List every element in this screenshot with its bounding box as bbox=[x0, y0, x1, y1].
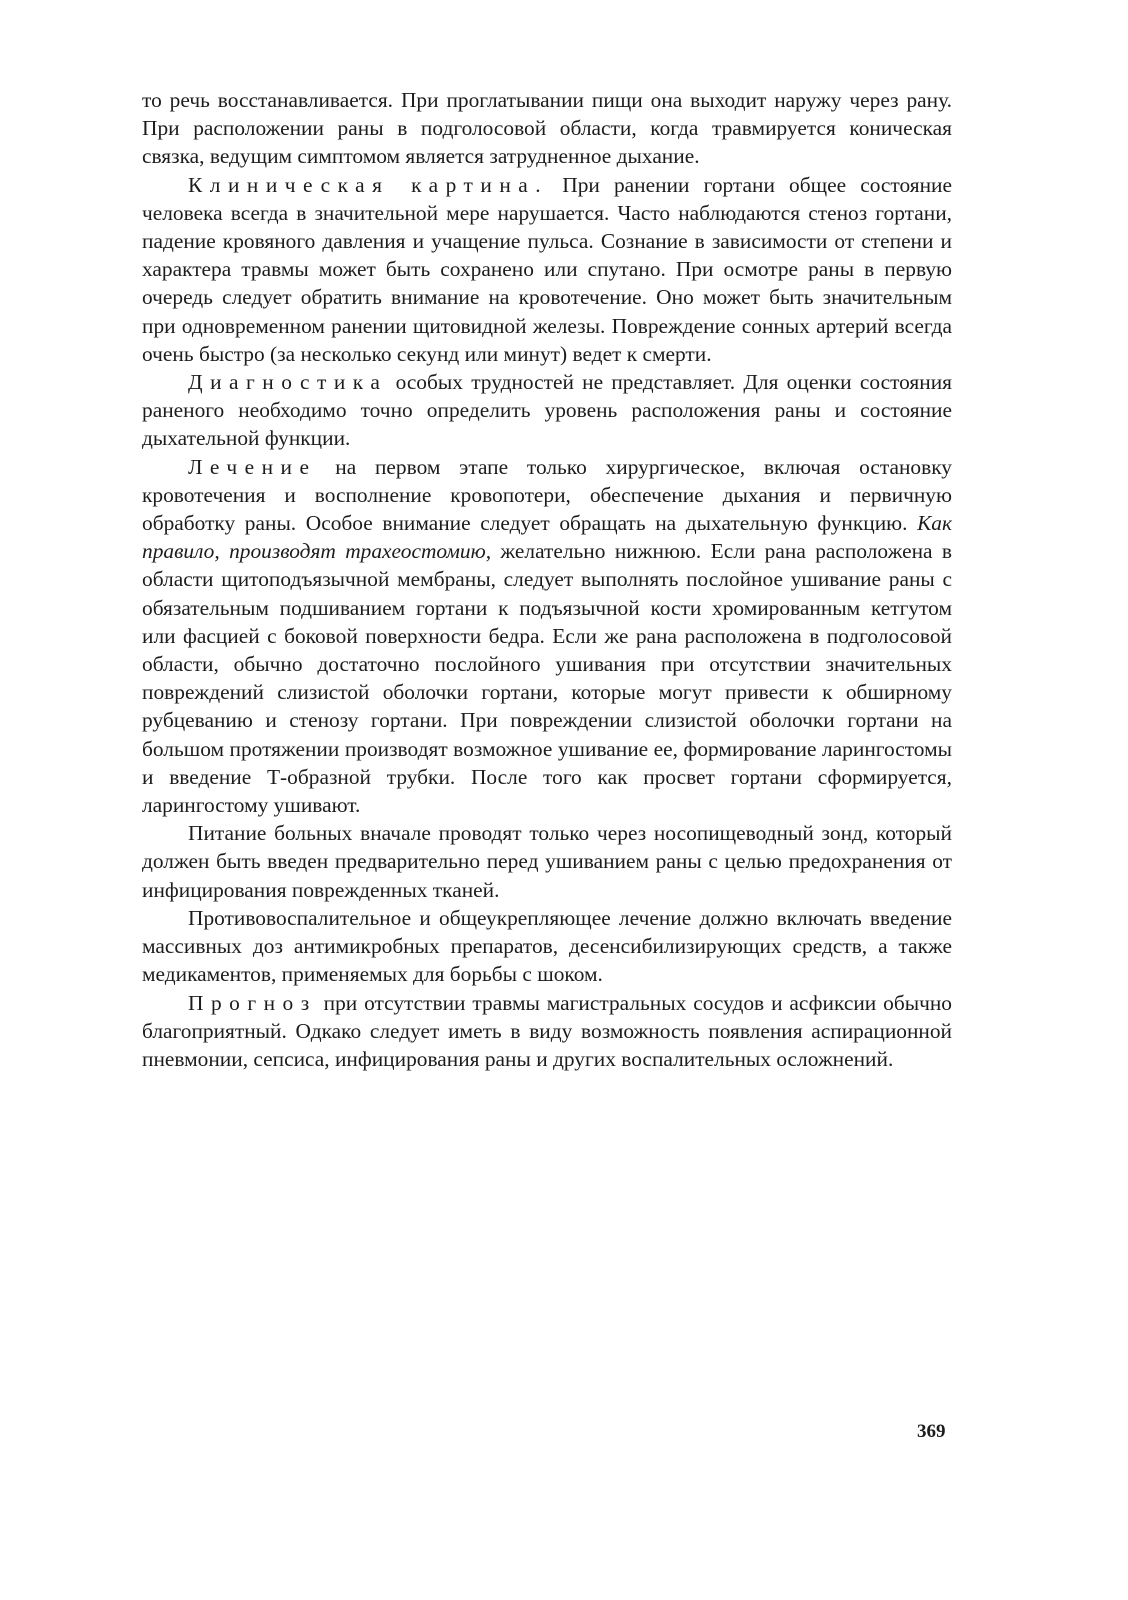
section-lead-prognosis: Прогноз bbox=[188, 990, 317, 1015]
paragraph-text: при отсутствии травмы магистральных сосудов и асфиксии обычно благоприятный. Одкако следует иметь в виду возможность появления аспирационной пневмонии, сепсиса, инфицирования раны и других воспалительных осложнений. bbox=[142, 990, 952, 1071]
paragraph-text: особых трудностей не представляет. Для оценки состояния раненого необходимо точно определить уровень расположения раны и состояние дыхательной функции. bbox=[142, 370, 952, 451]
paragraph-text: желательно нижнюю. Если рана расположена в области щитоподъязычной мембраны, следует выполнять послойное ушивание раны с обязательным подшиванием гортани к подъязычной кости хромированным кетгутом или фасцией с боковой поверхности бедра. Если же рана расположена в подголосовой области, обычно достаточно послойного ушивания при отсутствии значительных повреждений слизистой оболочки гортани, которые могут привести к обширному рубцеванию и стенозу гортани. При повреждении слизистой оболочки гортани на большом протяжении производят возможное ушивание ее, формирование ларингостомы и введение Т-образной трубки. После того как просвет гортани сформируется, ларингостому ушивают. bbox=[142, 539, 952, 818]
paragraph-text: Питание больных вначале проводят только через носопищеводный зонд, который должен быть введен предварительно перед ушиванием раны с целью предохранения от инфицирования поврежденных тканей. bbox=[142, 821, 952, 902]
paragraph-text: то речь восстанавливается. При проглатывании пищи она выходит наружу через рану. При расположении раны в подголосовой области, когда травмируется коническая связка, ведущим симптомом является затрудненное дыхание. bbox=[142, 88, 952, 169]
section-lead-treatment: Лечение bbox=[188, 454, 317, 479]
paragraph-text: на первом этапе только хирургическое, включая остановку кровотечения и восполнение кровопотери, обеспечение дыхания и первичную обработку раны. Особое внимание следует обращать на дыхательную функцию. bbox=[142, 454, 952, 536]
paragraph-clinical-picture bbox=[142, 171, 952, 368]
page-number: 369 bbox=[917, 1421, 946, 1442]
paragraph-nutrition bbox=[142, 819, 952, 904]
paragraph-treatment bbox=[142, 453, 952, 820]
paragraph-anti-inflammatory bbox=[142, 904, 952, 989]
italic-emphasis: Как правило, производят трахеостомию, bbox=[142, 511, 952, 564]
paragraph-prognosis bbox=[142, 989, 952, 1074]
paragraph-text: При ранении гортани общее состояние человека всегда в значительной мере нарушается. Часто наблюдаются стеноз гортани, падение кровяного давления и учащение пульса. Сознание в зависимости от степени и характера травмы может быть сохранено или спутано. При осмотре раны в первую очередь следует обратить внимание на кровотечение. Оно может быть значительным при одновременном ранении щитовидной железы. Повреждение сонных артерий всегда очень быстро (за несколько секунд или минут) ведет к смерти. bbox=[142, 172, 952, 366]
paragraph-diagnostics bbox=[142, 368, 952, 453]
paragraph-text: Противовоспалительное и общеукрепляющее лечение должно включать введение массивных доз антимикробных препаратов, десенсибилизирующих средств, а также медикаментов, применяемых для борьбы с шоком. bbox=[142, 905, 952, 987]
paragraph-intro bbox=[142, 86, 952, 171]
document-page bbox=[142, 86, 952, 1073]
section-lead-clinical-picture: Клиническая картина. bbox=[188, 172, 549, 197]
section-lead-diagnostics: Диагностика bbox=[188, 370, 388, 395]
